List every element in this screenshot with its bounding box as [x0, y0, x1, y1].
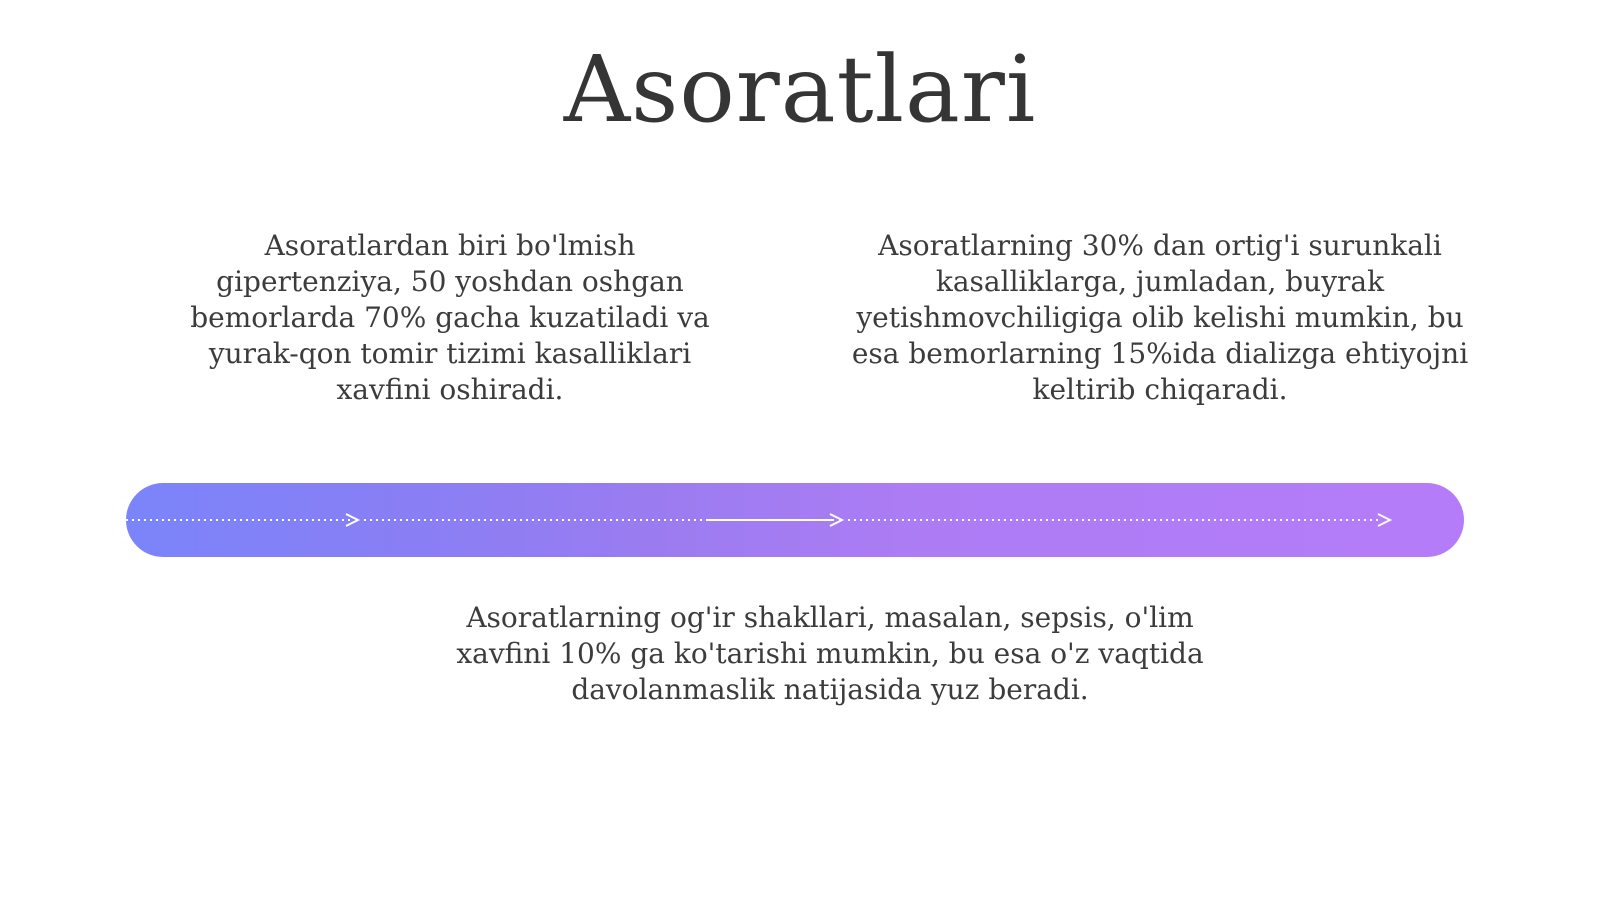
timeline-bar: [126, 483, 1464, 557]
text-block-bottom: Asoratlarning og'ir shakllari, masalan, sepsis, o'lim xavfini 10% ga ko'tarishi mumkin, bu esa o'z vaqtida davolanmaslik natijasida yuz beradi.: [456, 601, 1204, 706]
timeline-arrows: [126, 483, 1464, 557]
text-block-right: Asoratlarning 30% dan ortig'i surunkali kasalliklarga, jumladan, buyrak yetishmovchiligiga olib kelishi mumkin, bu esa bemorlarning 15%ida dializga ehtiyojni keltirib chiqaradi.: [851, 229, 1469, 406]
text-block-left: Asoratlardan biri bo'lmish gipertenziya, 50 yoshdan oshgan bemorlarda 70% gacha kuzatiladi va yurak-qon tomir tizimi kasalliklari xavfini oshiradi.: [190, 229, 710, 406]
slide-title: Asoratlari: [563, 36, 1037, 143]
timeline-arrow-3-icon: [1378, 514, 1390, 526]
timeline-arrow-1-icon: [346, 514, 358, 526]
